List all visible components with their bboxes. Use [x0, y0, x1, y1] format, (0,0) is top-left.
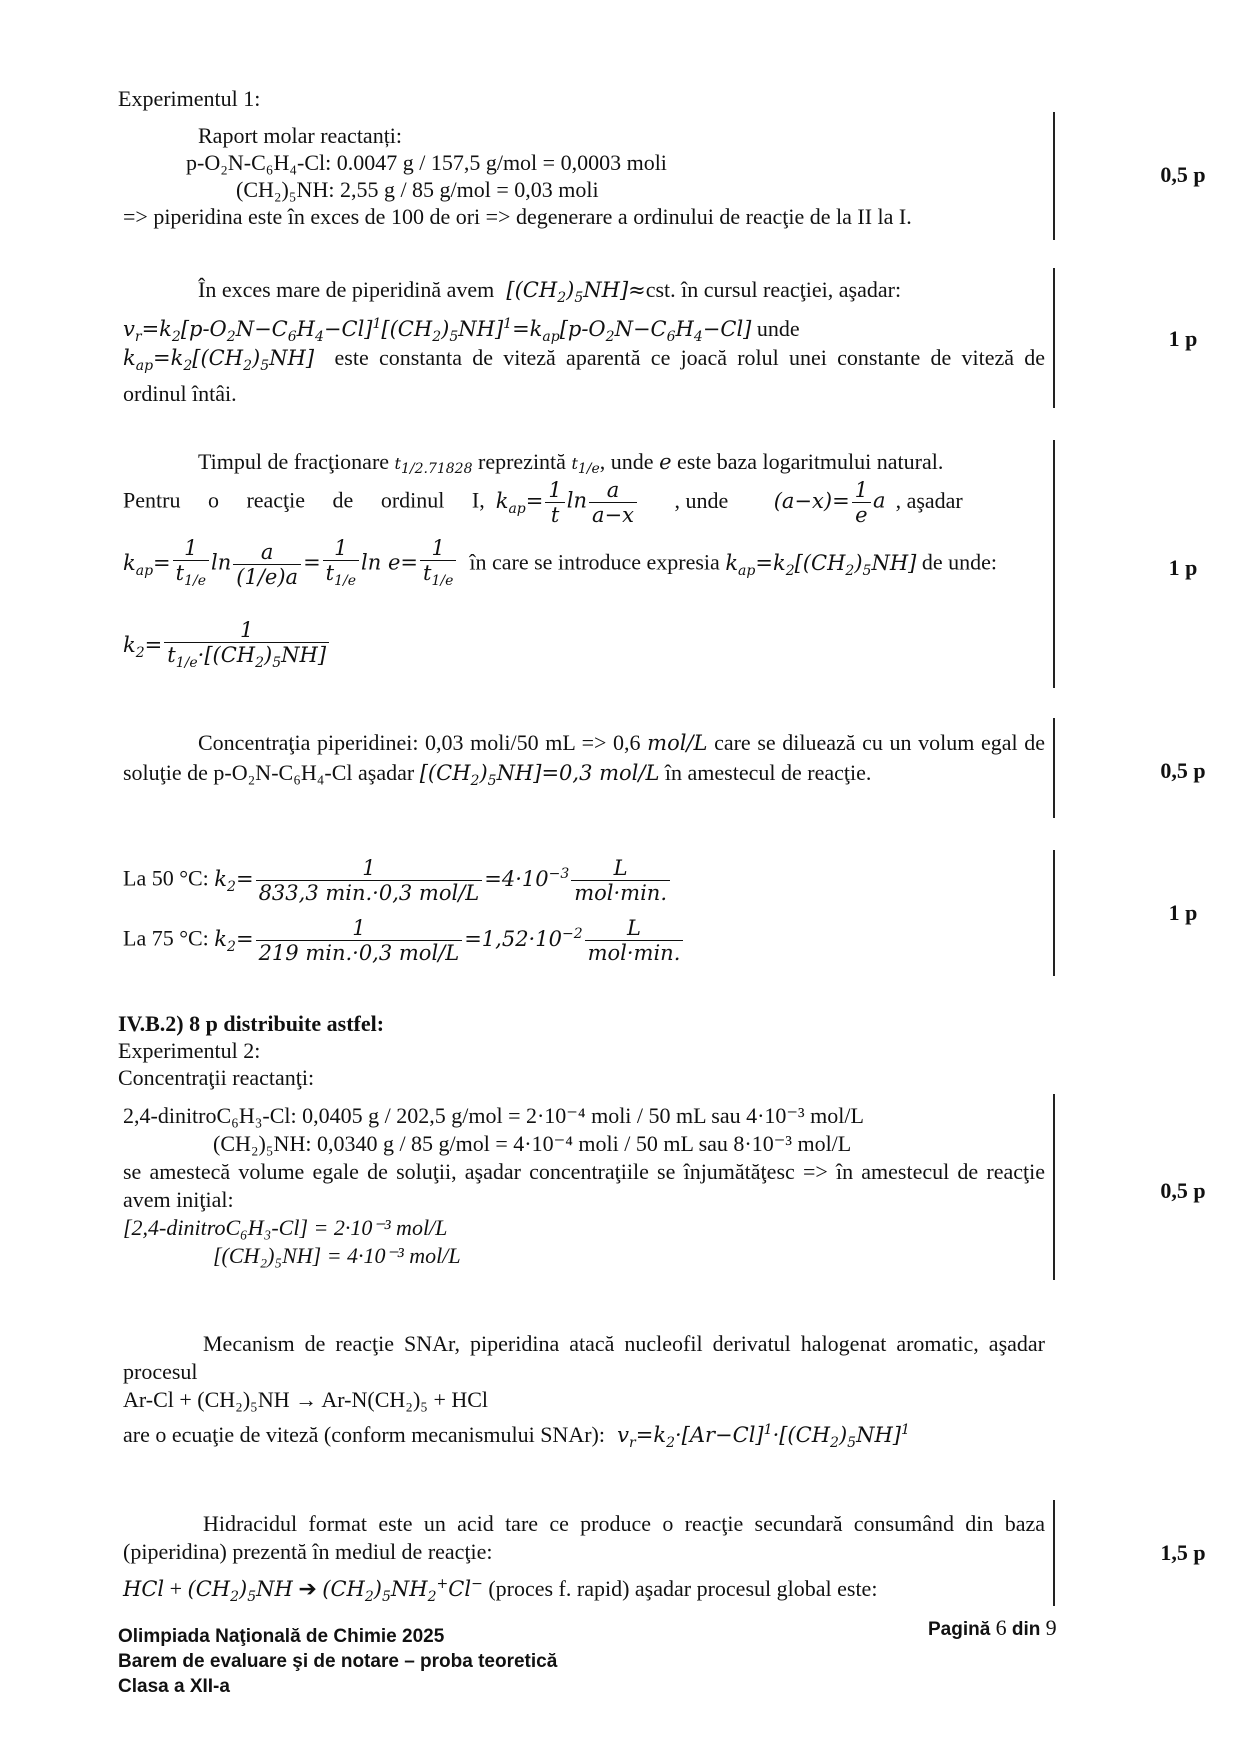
mechanism-text: Mecanism de reacţie SNAr, piperidina atacă nucleofil derivatul halogenat aromatic, aşadar procesul	[123, 1331, 1045, 1384]
footer-class: Clasa a XII-a	[118, 1676, 230, 1697]
score-divider	[1053, 850, 1055, 976]
score-points: 0,5 p	[1160, 162, 1206, 187]
concentration-text: Concentraţia piperidinei: 0,03 moli/50 mL => 0,6 mol/L care se diluează cu un volum egal de soluţie de p-O₂N-C₆H₄-Cl aşadar $[(CH_2)_5NH]=0,3$ mol/L în amestecul de reacţie.	[123, 730, 1046, 790]
concentration-heading: Concentraţii reactanţi:	[118, 1065, 315, 1090]
k2-formula: $k_2=$ $\frac{1}{t_{1/e}\cdot[(CH_2)_5NH]}$	[123, 618, 331, 675]
footer-olympiad: Olimpiada Naţională de Chimie 2025	[118, 1626, 445, 1647]
block-snar-mechanism	[118, 1330, 1225, 1450]
side-reaction-text: Hidracidul format este un acid tare ce produce o reacţie secundară consumând din baza (piperidina) prezentă în mediul de reacţie:	[123, 1511, 1045, 1564]
block-pseudo-first-order	[118, 268, 1225, 410]
dinitro-concentration: 2,4-dinitroC₆H₃-Cl: 0,0405 g / 202,5 g/mol = 2·10⁻⁴ moli / 50 mL sau 4·10⁻³ mol/L	[123, 1103, 864, 1128]
block-side-reaction	[118, 1500, 1225, 1608]
score-divider	[1053, 440, 1055, 688]
score-divider	[1053, 268, 1055, 408]
block-piperidine-concentration	[118, 718, 1225, 820]
score-divider	[1053, 718, 1055, 818]
reactant-piperidine: (CH₂)₅NH: 2,55 g / 85 g/mol = 0,03 moli	[236, 177, 599, 202]
exp2-title: Experimentul 2:	[118, 1038, 261, 1063]
salt-formation: HCl + $(CH_2)_5NH$ ➔ $(CH_2)_5NH_2^+Cl^-$ (proces f. rapid) aşadar procesul global este:	[123, 1576, 878, 1606]
excess-conclusion: => piperidina este în exces de 100 de ori => degenerare a ordinului de reacţie de la II la I.	[123, 204, 912, 229]
page-number: Pagină 6 din 9	[928, 1615, 1057, 1640]
score-points: 0,5 p	[1160, 758, 1206, 783]
reactant-nitro: p-O₂N-C₆H₄-Cl: 0.0047 g / 157,5 g/mol = 0,0003 moli	[186, 150, 667, 175]
score-points: 1 p	[1168, 326, 1198, 351]
rate-equation-line: are o ecuaţie de viteză (conform mecanismului SNAr): $v_r=k_2\cdot[Ar-Cl]^1\cdot[(CH_2)_5NH]^1$	[123, 1422, 910, 1452]
kap-definition: $k_{ap}=k_2[(CH_2)_5NH]$ este constanta de viteză aparentă ce joacă rolul unei constante de viteză de ordinul întâi.	[123, 345, 1046, 407]
exp1-title: Experimentul 1:	[118, 86, 261, 111]
footer-barem: Barem de evaluare şi de notare – proba teoretică	[118, 1651, 558, 1672]
block-reactant-concentrations	[118, 1094, 1225, 1284]
piperidine-concentration: (CH₂)₅NH: 0,0340 g / 85 g/mol = 4·10⁻⁴ moli / 50 mL sau 8·10⁻³ mol/L	[213, 1131, 852, 1156]
block-raport-molar	[118, 112, 1225, 242]
score-divider	[1053, 112, 1055, 240]
kap-derivation: $k_{ap}=$ $\frac{1}{t_{1/e}}$ ln $\frac{a}{(1/e)a}$ = $\frac{1}{t_{1/e}}$ ln e= $\frac{1}{t_{1/e}}$ în care se introduce expresia $k_{ap}=k_2[(CH_2)_5NH]$ de unde:	[123, 536, 997, 590]
score-points: 1 p	[1168, 900, 1198, 925]
block-fractional-time	[118, 440, 1225, 690]
raport-label: Raport molar reactanți:	[198, 123, 403, 148]
score-divider	[1053, 1500, 1055, 1606]
dilution-note: se amestecă volume egale de soluţii, aşadar concentraţiile se înjumătăţesc => în amestecul de reacţie avem iniţial:	[123, 1159, 1045, 1212]
score-points: 1 p	[1168, 555, 1198, 580]
score-divider	[1053, 1094, 1055, 1280]
reaction-equation: Ar-Cl + (CH₂)₅NH → Ar-N(CH₂)₅ + HCl	[123, 1387, 489, 1412]
score-points: 0,5 p	[1160, 1178, 1206, 1203]
k2-75C: La 75 °C: $k_2=$ 1 219 min.·0,3 mol/L $=1,52\cdot 10^{-2}$ L mol·min.	[123, 916, 685, 965]
section-heading: IV.B.2) 8 p distribuite astfel:	[118, 1011, 385, 1036]
fraction-time-line: Timpul de fracţionare $t_{1/2.71828}$ reprezintă $t_{1/e}$, unde e este baza logaritmului natural.	[198, 449, 944, 478]
excess-line: În exces mare de piperidină avem $[(CH_2)_5NH]\approx cst$. în cursul reacţiei, aşadar:	[198, 277, 902, 307]
k2-50C: La 50 °C: $k_2=$ 1 833,3 min.·0,3 mol/L $=4\cdot 10^{-3}$ L mol·min.	[123, 856, 672, 905]
first-order-line: Pentru o reacţie de ordinul I, $k_{ap}=$ $\frac{1}{t}$ ln $\frac{a}{a-x}$ , unde (a−x)= $\frac{1}{e}$ a , aşadar	[123, 478, 963, 527]
rate-law: $v_r=k_2[p-O_2N-C_6H_4-Cl]^1[(CH_2)_5NH]^1=k_{ap}[p-O_2N-C_6H_4-Cl]$ unde	[123, 316, 800, 346]
score-points: 1,5 p	[1160, 1540, 1206, 1565]
initial-piperidine: [(CH₂)₅NH] = 4·10⁻³ mol/L	[213, 1243, 461, 1268]
block-k2-values	[118, 850, 1225, 978]
initial-dinitro: [2,4-dinitroC₆H₃-Cl] = 2·10⁻³ mol/L	[123, 1215, 448, 1240]
